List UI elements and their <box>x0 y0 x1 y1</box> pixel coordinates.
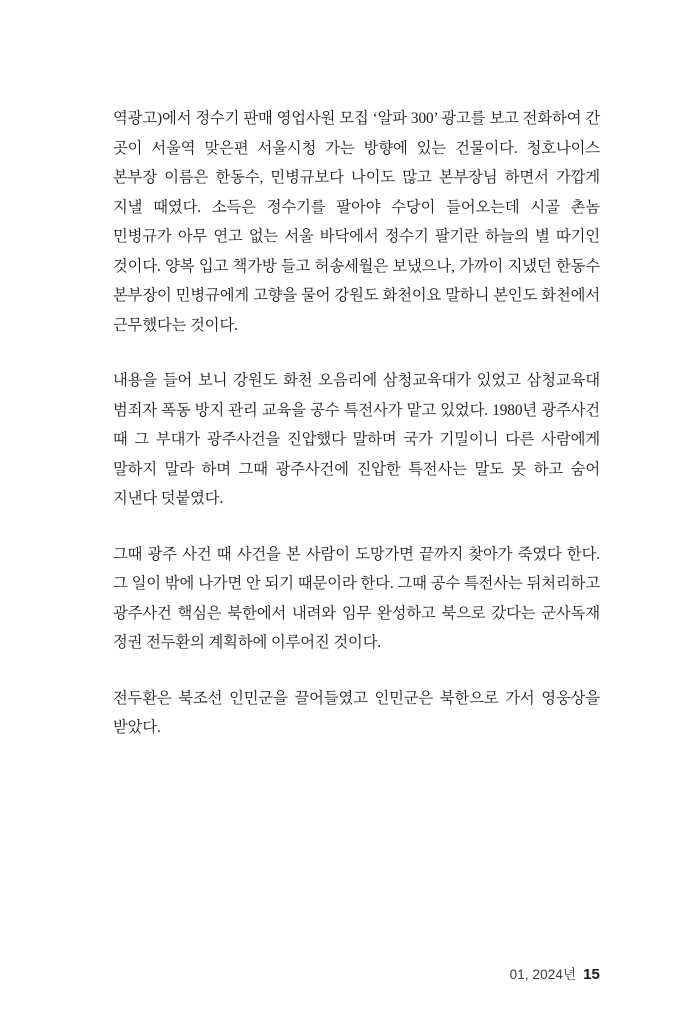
page-footer <box>510 963 600 983</box>
page-number: 15 <box>583 966 600 983</box>
paragraph-2: 내용을 들어 보니 강원도 화천 오음리에 삼청교육대가 있었고 삼청교육대 범죄자 폭동 방지 관리 교육을 공수 특전사가 맡고 있었다. 1980년 광주사건 때 그 부대가 광주사건을 진압했다 말하며 국가 기밀이니 다른 사람에게 말하지 말라 하며 그때 광주사건에 진압한 특전사는 말도 못 하고 숨어 지낸다 덧붙였다. <box>113 372 600 508</box>
paragraph-4: 전두환은 북조선 인민군을 끌어들였고 인민군은 북한으로 가서 영웅상을 받았다. <box>113 689 600 737</box>
paragraph-3: 그때 광주 사건 때 사건을 본 사람이 도망가면 끝까지 찾아가 죽였다 한다. 그 일이 밖에 나가면 안 되기 때문이라 한다. 그때 공수 특전사는 뒤처리하고 광주사건 핵심은 북한에서 내려와 임무 완성하고 북으로 갔다는 군사독재 정권 전두환의 계획하에 이루어진 것이다. <box>113 545 600 652</box>
paragraph-1: 역광고)에서 정수기 판매 영업사원 모집 ‘알파 300’ 광고를 보고 전화하여 간 곳이 서울역 맞은편 서울시청 가는 방향에 있는 건물이다. 청호나이스 본부장 이름은 한동수, 민병규보다 나이도 많고 본부장님 하면서 가깝게 지낼 때였다. 소득은 정수기를 팔아야 수당이 들어오는데 시골 촌놈 민병규가 아무 연고 없는 서울 바닥에서 정수기 팔기란 하늘의 별 따기인 것이다. 양복 입고 책가방 들고 허송세월은 보냈으나, 가까이 지냈던 한동수 본부장이 민병규에게 고향을 물어 강원도 화천이요 말하니 본인도 화천에서 근무했다는 것이다. <box>113 110 600 334</box>
page-body-text <box>113 104 600 743</box>
footer-date-label: 01, 2024년 <box>509 967 577 982</box>
